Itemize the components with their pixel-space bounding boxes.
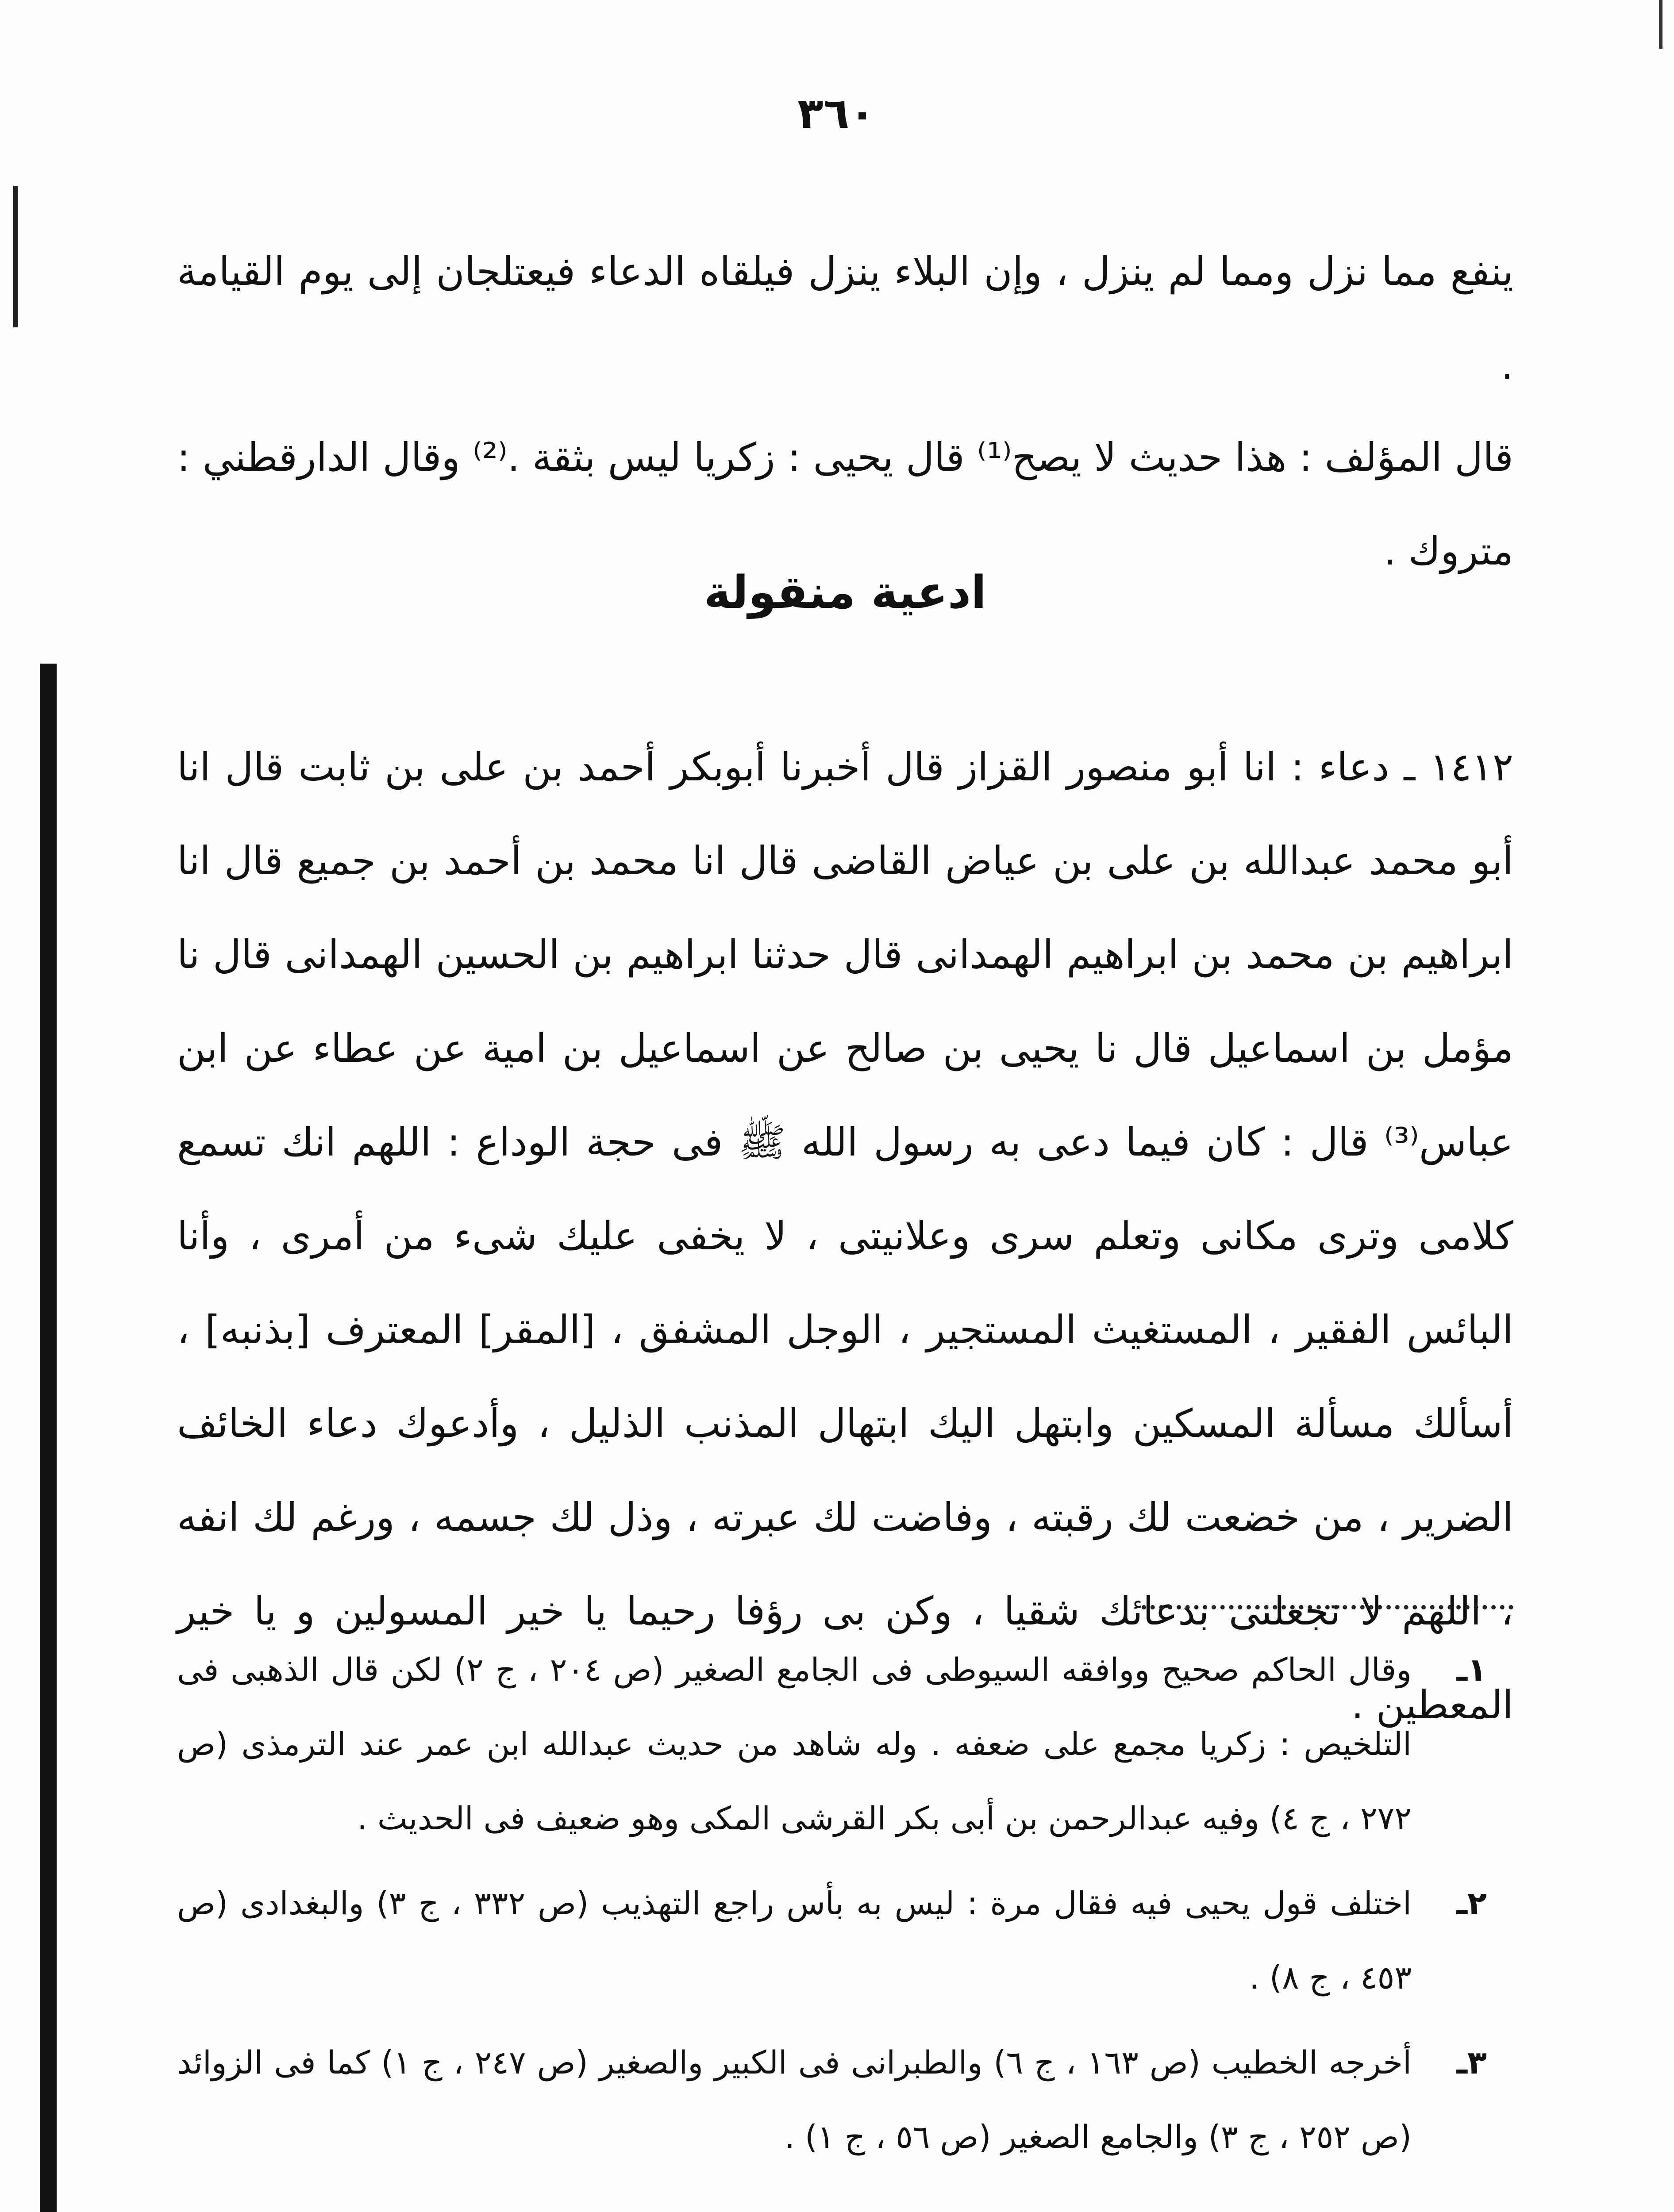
intro-paragraph: ينفع مما نزل ومما لم ينزل ، وإن البلاء ينزل فيلقاه الدعاء فيعتلجان إلى يوم القيامة . [177, 249, 1513, 388]
footnotes-section [177, 1632, 1487, 2185]
footnote-number: ١ـ [1456, 1651, 1487, 1688]
scan-edge-tick [1659, 0, 1662, 49]
footnote-text: أخرجه الخطيب (ص ١٦٣ ، ج ٦) والطبرانى فى الكبير والصغير (ص ٢٤٧ ، ج ١) كما فى الزوائد (ص ٢٥٢ ، ج ٣) والجامع الصغير (ص ٥٦ ، ج ١) . [177, 2044, 1412, 2155]
scan-margin-mark [13, 186, 18, 327]
footnote-text: وقال الحاكم صحيح ووافقه السيوطى فى الجامع الصغير (ص ٢٠٤ ، ج ٢) لكن قال الذهبى فى التلخيص : زكريا مجمع على ضعفه . وله شاهد من حديث عبدالله ابن عمر عند الترمذى (ص ٢٧٢ ، ج ٤) وفيه عبدالرحمن بن أبى بكر القرشى المكى وهو ضعيف فى الحديث . [177, 1651, 1412, 1837]
footnote-item [177, 2025, 1487, 2174]
footnote-text: اختلف قول يحيى فيه فقال مرة : ليس به بأس راجع التهذيب (ص ٣٣٢ ، ج ٣) والبغدادى (ص ٤٥٣ ، ج ٨) . [177, 1885, 1412, 1996]
hadith-paragraph: ١٤١٢ ـ دعاء : انا أبو منصور القزاز قال أخبرنا أبوبكر أحمد بن على بن ثابت قال انا أبو محمد عبدالله بن على بن عياض القاضى قال انا محمد بن أحمد بن جميع قال انا ابراهيم بن محمد بن ابراهيم الهمدانى قال حدثنا ابراهيم بن الحسين الهمدانى قال نا مؤمل بن اسماعيل قال نا يحيى بن صالح عن اسماعيل بن امية عن عطاء عن ابن عباس⁽³⁾ قال : كان فيما دعى به رسول الله ﷺ فى حجة الوداع : اللهم انك تسمع كلامى وترى مكانى وتعلم سرى وعلانيتى ، لا يخفى عليك شىء من أمرى ، وأنا البائس الفقير ، المستغيث المستجير ، الوجل المشفق ، [المقر] المعترف [بذنبه] ، أسألك مسألة المسكين وابتهل اليك ابتهال المذنب الذليل ، وأدعوك دعاء الخائف الضرير ، من خضعت لك رقبته ، وفاضت لك عبرته ، وذل لك جسمه ، ورغم لك انفه ، اللهم لا تجعلنى بدعائك شقيا ، وكن بى رؤفا رحيما يا خير المسولين و يا خير المعطين . [177, 744, 1513, 1728]
page-number: ٣٦٠ [797, 88, 875, 138]
scan-binding-shadow [40, 664, 57, 2212]
footnote-number: ٣ـ [1456, 2044, 1487, 2081]
section-heading: ادعية منقولة [704, 566, 987, 619]
author-note-paragraph: قال المؤلف : هذا حديث لا يصح⁽¹⁾ قال يحيى : زكريا ليس بثقة .⁽²⁾ وقال الدارقطني : متروك . [177, 434, 1513, 574]
footnote-item [177, 1866, 1487, 2015]
footnote-number: ٢ـ [1456, 1885, 1487, 1922]
footnote-item [177, 1632, 1487, 1855]
footnote-separator [1142, 1605, 1513, 1609]
